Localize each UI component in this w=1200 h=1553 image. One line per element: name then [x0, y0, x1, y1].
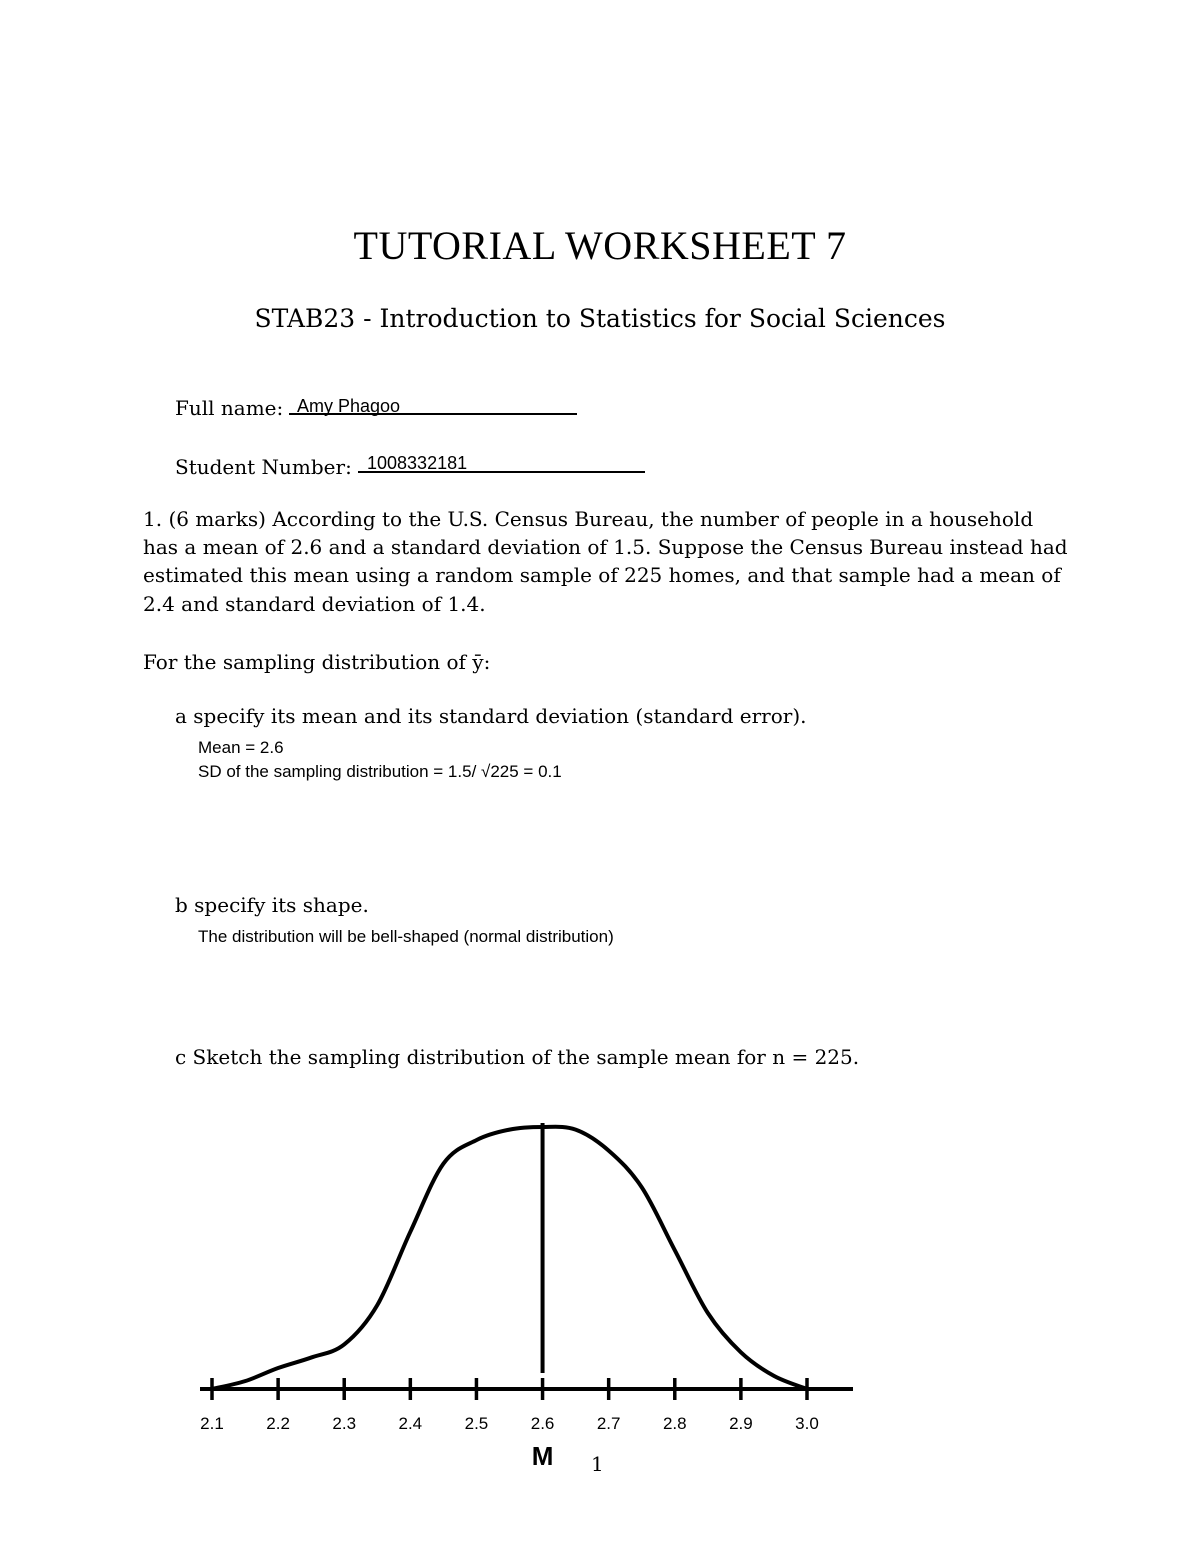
x-tick-label: 2.6: [530, 1414, 555, 1433]
part-a-answer-mean: Mean = 2.6: [198, 738, 284, 757]
full-name-label: Full name:: [175, 396, 284, 420]
x-tick-label: 2.1: [200, 1414, 224, 1433]
x-tick-label: 2.9: [729, 1414, 753, 1433]
question-1-line-1: 1. (6 marks) According to the U.S. Census Bureau, the number of people in a household: [143, 507, 1034, 531]
question-1-line-3: estimated this mean using a random sample of 225 homes, and that sample had a mean of: [143, 563, 1061, 587]
part-b-answer: The distribution will be bell-shaped (normal distribution): [198, 927, 614, 946]
x-tick-label: 3.0: [795, 1414, 819, 1433]
distribution-curve: [212, 1127, 807, 1389]
page-number: 1: [591, 1452, 604, 1476]
student-number-value[interactable]: 1008332181: [367, 453, 468, 473]
sampling-distribution-prompt: For the sampling distribution of ȳ:: [143, 650, 491, 674]
question-1-line-2: has a mean of 2.6 and a standard deviation of 1.5. Suppose the Census Bureau instead had: [143, 535, 1068, 559]
full-name-value[interactable]: Amy Phagoo: [297, 396, 401, 416]
course-subtitle: STAB23 - Introduction to Statistics for Social Sciences: [254, 304, 946, 333]
mean-label: M: [531, 1441, 554, 1471]
part-a-question: a specify its mean and its standard deviation (standard error).: [175, 704, 807, 728]
x-tick-label: 2.2: [266, 1414, 290, 1433]
part-a-answer-sd: SD of the sampling distribution = 1.5/ √225 = 0.1: [198, 762, 562, 781]
part-b-question: b specify its shape.: [175, 893, 369, 917]
x-tick-label: 2.3: [332, 1414, 357, 1433]
question-1-line-4: 2.4 and standard deviation of 1.4.: [143, 592, 486, 616]
page-title: TUTORIAL WORKSHEET 7: [353, 223, 847, 268]
x-tick-label: 2.4: [398, 1414, 423, 1433]
student-number-label: Student Number:: [175, 455, 352, 479]
x-tick-label: 2.5: [464, 1414, 489, 1433]
part-c-question: c Sketch the sampling distribution of the sample mean for n = 225.: [175, 1045, 860, 1069]
x-tick-label: 2.8: [662, 1414, 687, 1433]
x-tick-label: 2.7: [596, 1414, 621, 1433]
